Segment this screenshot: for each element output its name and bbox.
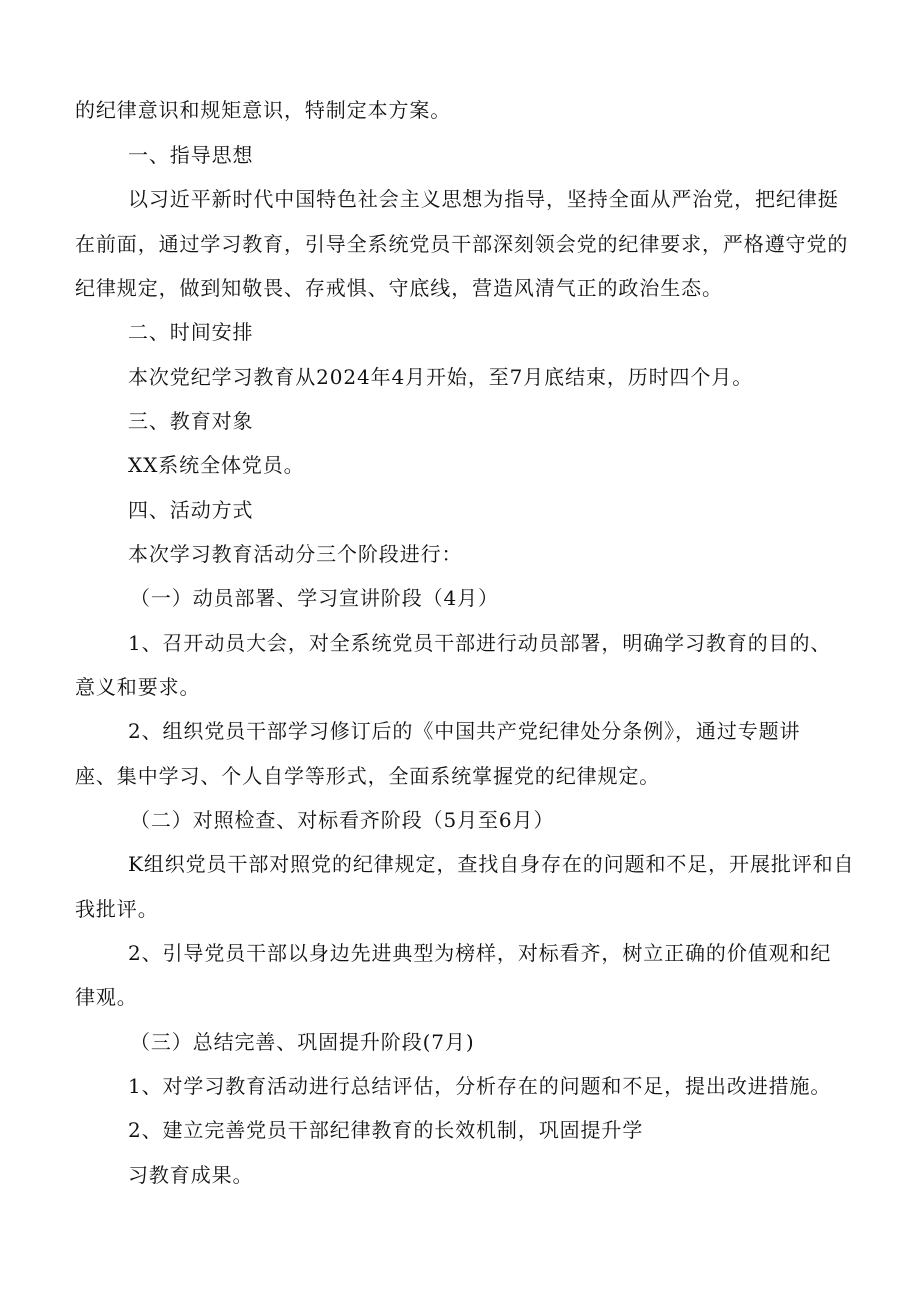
section-heading-guiding-thought: 一、指导思想 [128,143,254,167]
paragraph-line: 1、对学习教育活动进行总结评估，分析存在的问题和不足，提出改进措施。 [128,1074,832,1098]
paragraph-line: 2、建立完善党员干部纪律教育的长效机制，巩固提升学 [128,1118,644,1142]
section-heading-audience: 三、教育对象 [128,409,254,433]
paragraph-line: 2、引导党员干部以身边先进典型为榜样，对标看齐，树立正确的价值观和纪 [128,941,832,965]
section-heading-schedule: 二、时间安排 [128,320,254,344]
subsection-heading-stage-three: （三）总结完善、巩固提升阶段(7月) [130,1030,475,1054]
paragraph-line: 座、集中学习、个人自学等形式，全面系统掌握党的纪律规定。 [75,764,661,788]
paragraph-line: 习教育成果。 [128,1163,254,1187]
intro-line-end: 的纪律意识和规矩意识，特制定本方案。 [75,98,452,122]
paragraph-line: 在前面，通过学习教育，引导全系统党员干部深刻领会党的纪律要求，严格遵守党的 [75,232,849,256]
paragraph-line: 以习近平新时代中国特色社会主义思想为指导，坚持全面从严治党，把纪律挺 [128,187,839,211]
paragraph-line: K组织党员干部对照党的纪律规定，查找自身存在的问题和不足，开展批评和自 [128,852,855,876]
paragraph-line: 纪律规定，做到知敬畏、存戒惧、守底线，营造风清气正的政治生态。 [75,276,723,300]
paragraph-line: 我批评。 [75,897,159,921]
paragraph-line: 2、组织党员干部学习修订后的《中国共产党纪律处分条例》，通过专题讲 [128,719,801,743]
paragraph-line: 本次党纪学习教育从2024年4月开始，至7月底结束，历时四个月。 [128,365,754,389]
paragraph-line: XX系统全体党员。 [128,453,305,477]
paragraph-line: 律观。 [75,985,138,1009]
subsection-heading-stage-two: （二）对照检查、对标看齐阶段（5月至6月） [130,808,555,832]
subsection-heading-stage-one: （一）动员部署、学习宣讲阶段（4月） [130,586,499,610]
section-heading-methods: 四、活动方式 [128,498,254,522]
paragraph-line: 1、召开动员大会，对全系统党员干部进行动员部署，明确学习教育的目的、 [128,631,832,655]
paragraph-line: 意义和要求。 [75,675,201,699]
paragraph-line: 本次学习教育活动分三个阶段进行： [128,542,463,566]
